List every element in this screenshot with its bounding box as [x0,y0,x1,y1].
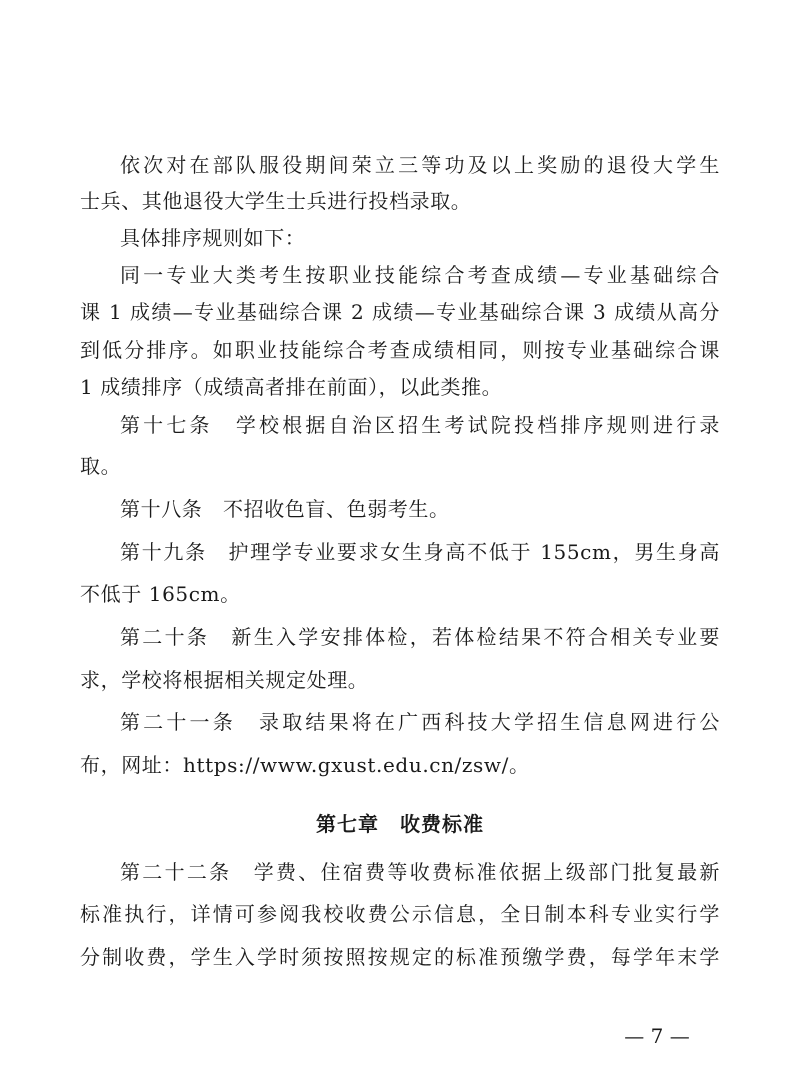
paragraph-line: 课 1 成绩—专业基础综合课 2 成绩—专业基础综合课 3 成绩从高分 [80,300,720,324]
chapter-heading: 第七章 收费标准 [316,812,484,836]
paragraph-line: 依次对在部队服役期间荣立三等功及以上奖励的退役大学生 [120,153,720,177]
paragraph-line: 布，网址：https://www.gxust.edu.cn/zsw/。 [80,753,530,777]
article-20-line: 第二十条 新生入学安排体检，若体检结果不符合相关专业要 [120,625,720,649]
page-number: — 7 — [624,1024,690,1048]
paragraph-line: 到低分排序。如职业技能综合考查成绩相同，则按专业基础综合课 [80,338,720,362]
paragraph-line: 求，学校将根据相关规定处理。 [80,668,369,692]
article-17-line: 第十七条 学校根据自治区招生考试院投档排序规则进行录 [120,413,720,437]
article-18-line: 第十八条 不招收色盲、色弱考生。 [120,497,450,521]
paragraph-line: 具体排序规则如下： [120,226,306,250]
paragraph-line: 取。 [80,454,122,478]
paragraph-line: 同一专业大类考生按职业技能综合考查成绩—专业基础综合 [120,263,720,287]
paragraph-line: 分制收费，学生入学时须按照按规定的标准预缴学费，每学年末学 [80,945,720,969]
paragraph-line: 士兵、其他退役大学生士兵进行投档录取。 [80,189,472,213]
article-22-line: 第二十二条 学费、住宿费等收费标准依据上级部门批复最新 [120,860,720,884]
paragraph-line: 1 成绩排序（成绩高者排在前面），以此类推。 [80,375,503,399]
paragraph-line: 标准执行，详情可参阅我校收费公示信息，全日制本科专业实行学 [80,902,720,926]
article-19-line: 第十九条 护理学专业要求女生身高不低于 155cm，男生身高 [120,540,720,564]
paragraph-line: 不低于 165cm。 [80,582,241,606]
article-21-line: 第二十一条 录取结果将在广西科技大学招生信息网进行公 [120,710,720,734]
